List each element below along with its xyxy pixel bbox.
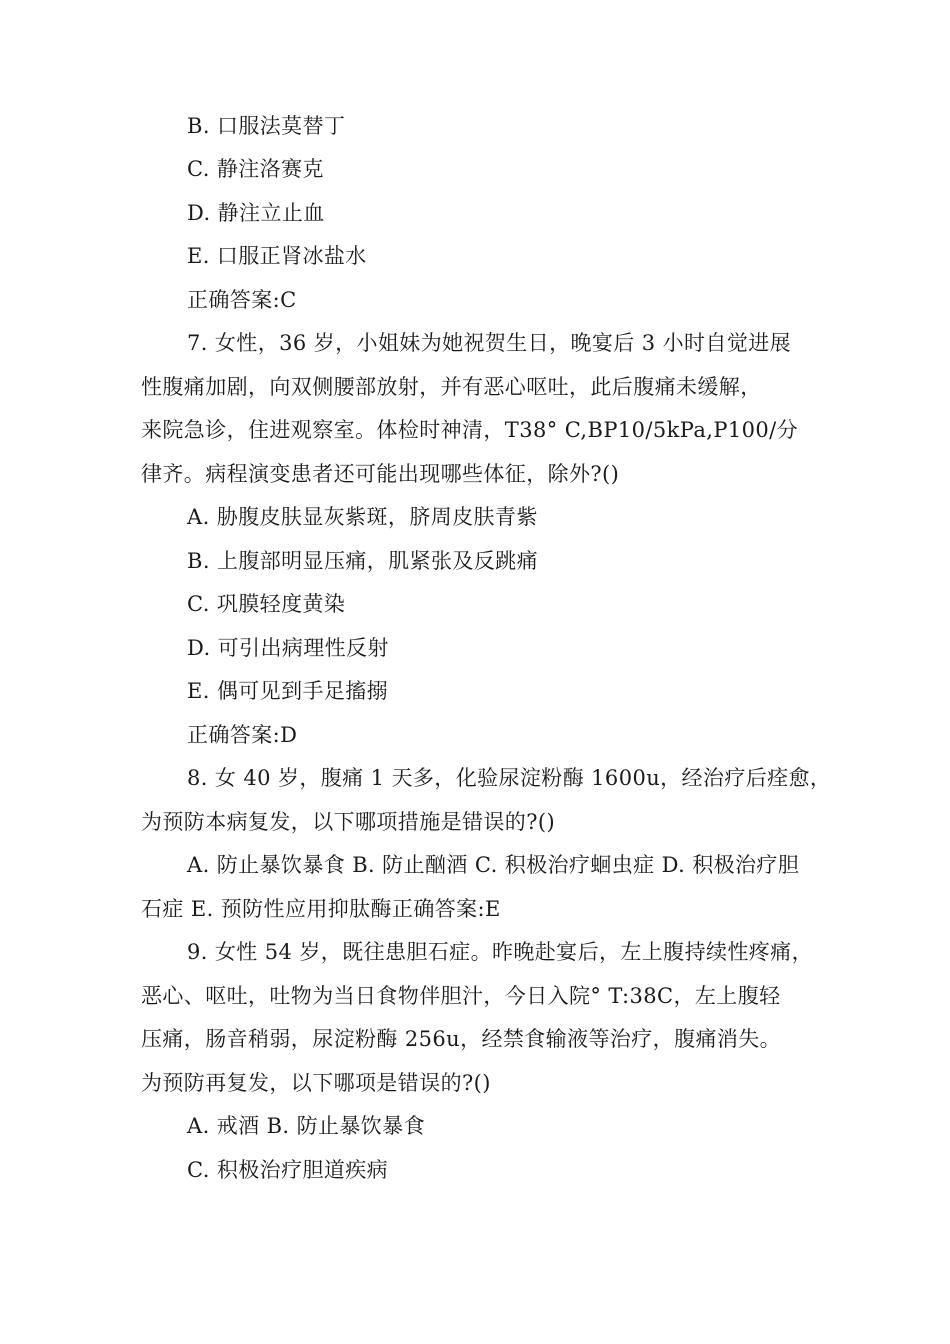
- q6-answer: 正确答案:C: [187, 288, 297, 312]
- q9-option-c: C. 积极治疗胆道疾病: [187, 1158, 389, 1182]
- q7-stem-line: 律齐。病程演变患者还可能出现哪些体征，除外?(): [141, 462, 620, 486]
- q9-options-line: A. 戒酒 B. 防止暴饮暴食: [187, 1114, 425, 1138]
- q8-options-line: 石症 E. 预防性应用抑肽酶正确答案:E: [141, 897, 501, 921]
- q8-stem-line: 8. 女 40 岁，腹痛 1 天多，化验尿淀粉酶 1600u，经治疗后痊愈，: [187, 766, 832, 790]
- q7-stem-line: 来院急诊，住进观察室。体检时神清，T38° C,BP10/5kPa,P100/分: [141, 418, 799, 442]
- q8-options-line: A. 防止暴饮暴食 B. 防止酗酒 C. 积极治疗蛔虫症 D. 积极治疗胆: [187, 853, 800, 877]
- q6-option-c: C. 静注洛赛克: [187, 157, 324, 181]
- q7-option-b: B. 上腹部明显压痛，肌紧张及反跳痛: [187, 549, 538, 573]
- q9-stem-line: 9. 女性 54 岁，既往患胆石症。昨晚赴宴后，左上腹持续性疼痛，: [187, 940, 813, 964]
- q7-stem-line: 性腹痛加剧，向双侧腰部放射，并有恶心呕吐，此后腹痛未缓解，: [141, 375, 762, 399]
- q6-option-b: B. 口服法莫替丁: [187, 114, 346, 138]
- q9-stem-line: 压痛，肠音稍弱，尿淀粉酶 256u，经禁食输液等治疗，腹痛消失。: [141, 1027, 782, 1051]
- q9-stem-line: 为预防再复发，以下哪项是错误的?(): [141, 1071, 491, 1095]
- q6-option-d: D. 静注立止血: [187, 201, 325, 225]
- q9-stem-line: 恶心、呕吐，吐物为当日食物伴胆汁，今日入院° T:38C，左上腹轻: [141, 984, 781, 1008]
- q7-answer: 正确答案:D: [187, 723, 298, 747]
- q8-stem-line: 为预防本病复发，以下哪项措施是错误的?(): [141, 810, 556, 834]
- q7-option-a: A. 胁腹皮肤显灰紫斑，脐周皮肤青紫: [187, 505, 538, 529]
- q6-option-e: E. 口服正肾冰盐水: [187, 244, 367, 268]
- q7-stem-line: 7. 女性，36 岁，小姐妹为她祝贺生日，晚宴后 3 小时自觉进展: [187, 331, 792, 355]
- q7-option-d: D. 可引出病理性反射: [187, 636, 389, 660]
- q7-option-c: C. 巩膜轻度黄染: [187, 592, 346, 616]
- q7-option-e: E. 偶可见到手足搐搦: [187, 679, 389, 703]
